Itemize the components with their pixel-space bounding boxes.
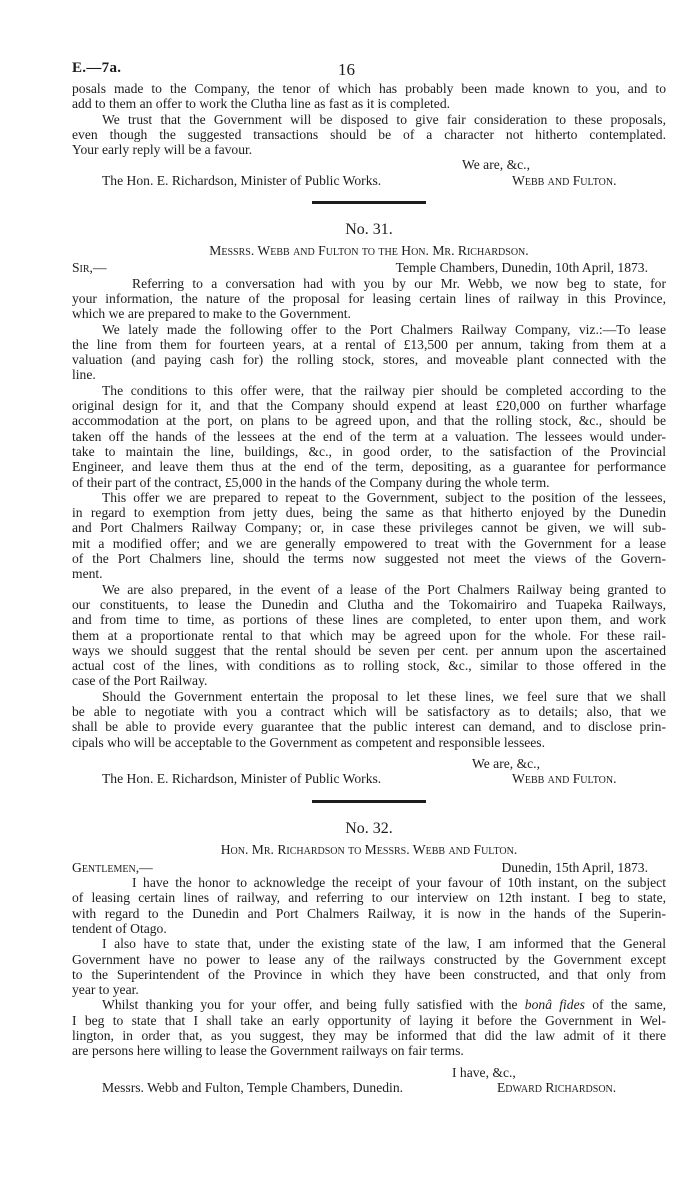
paragraph-line: Government have no power to lease any of the railways constructed by the Government except — [72, 951, 666, 967]
addressee: Messrs. Webb and Fulton, Temple Chambers, Dunedin. — [102, 1079, 404, 1095]
paragraph-line: your information, the nature of the proposal for leasing certain lines of railway in this Province, — [72, 290, 666, 306]
paragraph-line: Your early reply will be a favour. — [72, 142, 253, 158]
closing: We are, &c., — [472, 755, 540, 771]
salutation: Gentlemen,— — [72, 859, 153, 875]
paragraph-line: taken off the hands of the lessees at the end of the term at a valuation. The lessees would under- — [72, 428, 666, 444]
letter-title: Hon. Mr. Richardson to Messrs. Webb and Fulton. — [220, 842, 518, 858]
salutation-date-line — [72, 260, 666, 275]
signature-line — [72, 771, 666, 786]
paragraph-line: ways we should suggest that the rental should be seven per cent. per annum upon the ascertained — [72, 642, 666, 658]
paragraph-line: to the Superintendent of the Province in which they have been constructed, and that only from — [72, 966, 666, 982]
paragraph-line: of their part of the contract, £5,000 in the hands of the Company during the whole term. — [72, 474, 550, 490]
paragraph-line: accommodation at the port, on plans to be agreed upon, and that the rolling stock, &c., should be — [72, 413, 666, 429]
paragraph-line: We lately made the following offer to the Port Chalmers Railway Company, viz.:—To lease — [102, 321, 666, 337]
paragraph-line: are persons here willing to lease the Government railways on fair terms. — [72, 1043, 464, 1059]
addressee: The Hon. E. Richardson, Minister of Public Works. — [102, 771, 382, 787]
paragraph-line: which we are prepared to make to the Government. — [72, 306, 351, 322]
paragraph-line: of leasing certain lines of railway, and referring to our interview on 12th instant. I beg to state, — [72, 890, 666, 906]
paragraph-line: year to year. — [72, 982, 139, 998]
closing-line — [72, 1065, 666, 1080]
paragraph-line: actual cost of the lines, with conditions as to rolling stock, &c., similar to those offered in the — [72, 658, 666, 674]
letter-title: Messrs. Webb and Fulton to the Hon. Mr. Richardson. — [209, 243, 529, 259]
signature: Webb and Fulton. — [512, 172, 617, 188]
paragraph-line: of the Port Chalmers line, should the terms now suggested not meet the views of the Govern- — [72, 551, 666, 567]
place-date: Temple Chambers, Dunedin, 10th April, 1873. — [395, 260, 648, 276]
paragraph-line: Referring to a conversation had with you by our Mr. Webb, we now beg to state, for — [132, 275, 666, 291]
paragraph-line: This offer we are prepared to repeat to the Government, subject to the position of the lessees, — [102, 489, 666, 505]
place-date: Dunedin, 15th April, 1873. — [501, 859, 648, 875]
letter-body — [72, 276, 666, 750]
section-divider — [312, 201, 426, 204]
paragraph-line: The conditions to this offer were, that the railway pier should be completed according to the — [102, 382, 666, 398]
paragraph-line: our constituents, to lease the Dunedin and Clutha and the Tokomairiro and Tuapeka Railways, — [72, 596, 666, 612]
paragraph-line: and Port Chalmers Railway Company; or, in case these privileges cannot be given, we will sub- — [72, 520, 666, 536]
paragraph-line: tendent of Otago. — [72, 920, 167, 936]
paragraph-line: We are also prepared, in the event of a lease of the Port Chalmers Railway being granted to — [102, 581, 666, 597]
paragraph-line: and from time to time, as portions of these lines are completed, to enter upon them, and work — [72, 612, 666, 628]
page-number: 16 — [338, 60, 355, 79]
paragraph-line: the line from them for fourteen years, at a rental of £13,500 per annum, taking from them at a — [72, 336, 666, 352]
closing: I have, &c., — [452, 1064, 516, 1080]
paragraph-line: add to them an offer to work the Clutha line as fast as it is completed. — [72, 96, 451, 112]
document-reference: E.—7a. — [72, 60, 122, 76]
salutation-date-line — [72, 860, 666, 875]
letter-number: No. 32. — [345, 820, 393, 838]
paragraph-line: line. — [72, 367, 96, 383]
paragraph-line: ment. — [72, 566, 103, 582]
paragraph-line: original design for it, and that the Company should expend at least £20,000 on further wharfage — [72, 398, 666, 414]
paragraph-line: Engineer, and leave them thus at the end of the term, depositing, as a guarantee for performance — [72, 459, 666, 475]
paragraph-line: be able to negotiate with you a contract which will be satisfactory as to details; also, that we — [72, 703, 666, 719]
paragraph-line: cipals who will be acceptable to the Government as competent and responsible lessees. — [72, 734, 545, 750]
paragraph-line: posals made to the Company, the tenor of which has probably been made known to you, and to — [72, 81, 666, 96]
document-page — [72, 60, 666, 1095]
continuation-body — [72, 81, 666, 157]
addressee: The Hon. E. Richardson, Minister of Public Works. — [102, 172, 382, 188]
paragraph-line: mit a modified offer; and we are generally empowered to treat with the Government for a lease — [72, 535, 666, 551]
section-divider — [312, 800, 426, 803]
salutation: Sir,— — [72, 260, 107, 276]
paragraph-line: I beg to state that I shall take an early opportunity of laying it before the Government in Wel- — [72, 1012, 666, 1028]
closing-line — [72, 157, 666, 172]
paragraph-line: I have the honor to acknowledge the receipt of your favour of 10th instant, on the subject — [132, 875, 666, 891]
paragraph-line: Should the Government entertain the proposal to let these lines, we feel sure that we shall — [102, 688, 666, 704]
paragraph-line: valuation (and paying cash for) the rolling stock, stores, and moveable plant connected with the — [72, 352, 666, 368]
signature: Edward Richardson. — [497, 1079, 617, 1095]
signature: Webb and Fulton. — [512, 771, 617, 787]
signature-line — [72, 173, 666, 188]
paragraph-line: case of the Port Railway. — [72, 673, 208, 689]
page-header — [72, 60, 666, 82]
paragraph-line: Whilst thanking you for your offer, and being fully satisfied with the bonâ fides of the same, — [102, 997, 667, 1013]
paragraph-line: even though the suggested transactions should be of a character not hitherto contemplated. — [72, 126, 666, 142]
letter-body — [72, 875, 666, 1059]
paragraph-line: lington, in order that, as you suggest, they may be informed that did the law admit of it there — [72, 1028, 666, 1044]
signature-line — [72, 1080, 666, 1095]
paragraph-line: with regard to the Dunedin and Port Chalmers Railway, it is now in the hands of the Superin- — [72, 905, 666, 921]
paragraph-line: take to maintain the line, buildings, &c., in good order, to the satisfaction of the Provincial — [72, 443, 666, 459]
closing: We are, &c., — [462, 157, 530, 173]
paragraph-line: shall be able to provide every guarantee that the public interest can demand, and to disclose prin- — [72, 719, 666, 735]
paragraph-line: them at a proportionate rental to that which may be agreed upon for the whole. For these rail- — [72, 627, 666, 643]
paragraph-line: in regard to exemption from jetty dues, being the same as that hitherto enjoyed by the Dunedin — [72, 505, 666, 521]
paragraph-line: We trust that the Government will be disposed to give fair consideration to these proposals, — [102, 111, 666, 127]
letter-number: No. 31. — [345, 221, 393, 239]
paragraph-line: I also have to state that, under the existing state of the law, I am informed that the General — [102, 936, 666, 952]
closing-line — [72, 756, 666, 771]
